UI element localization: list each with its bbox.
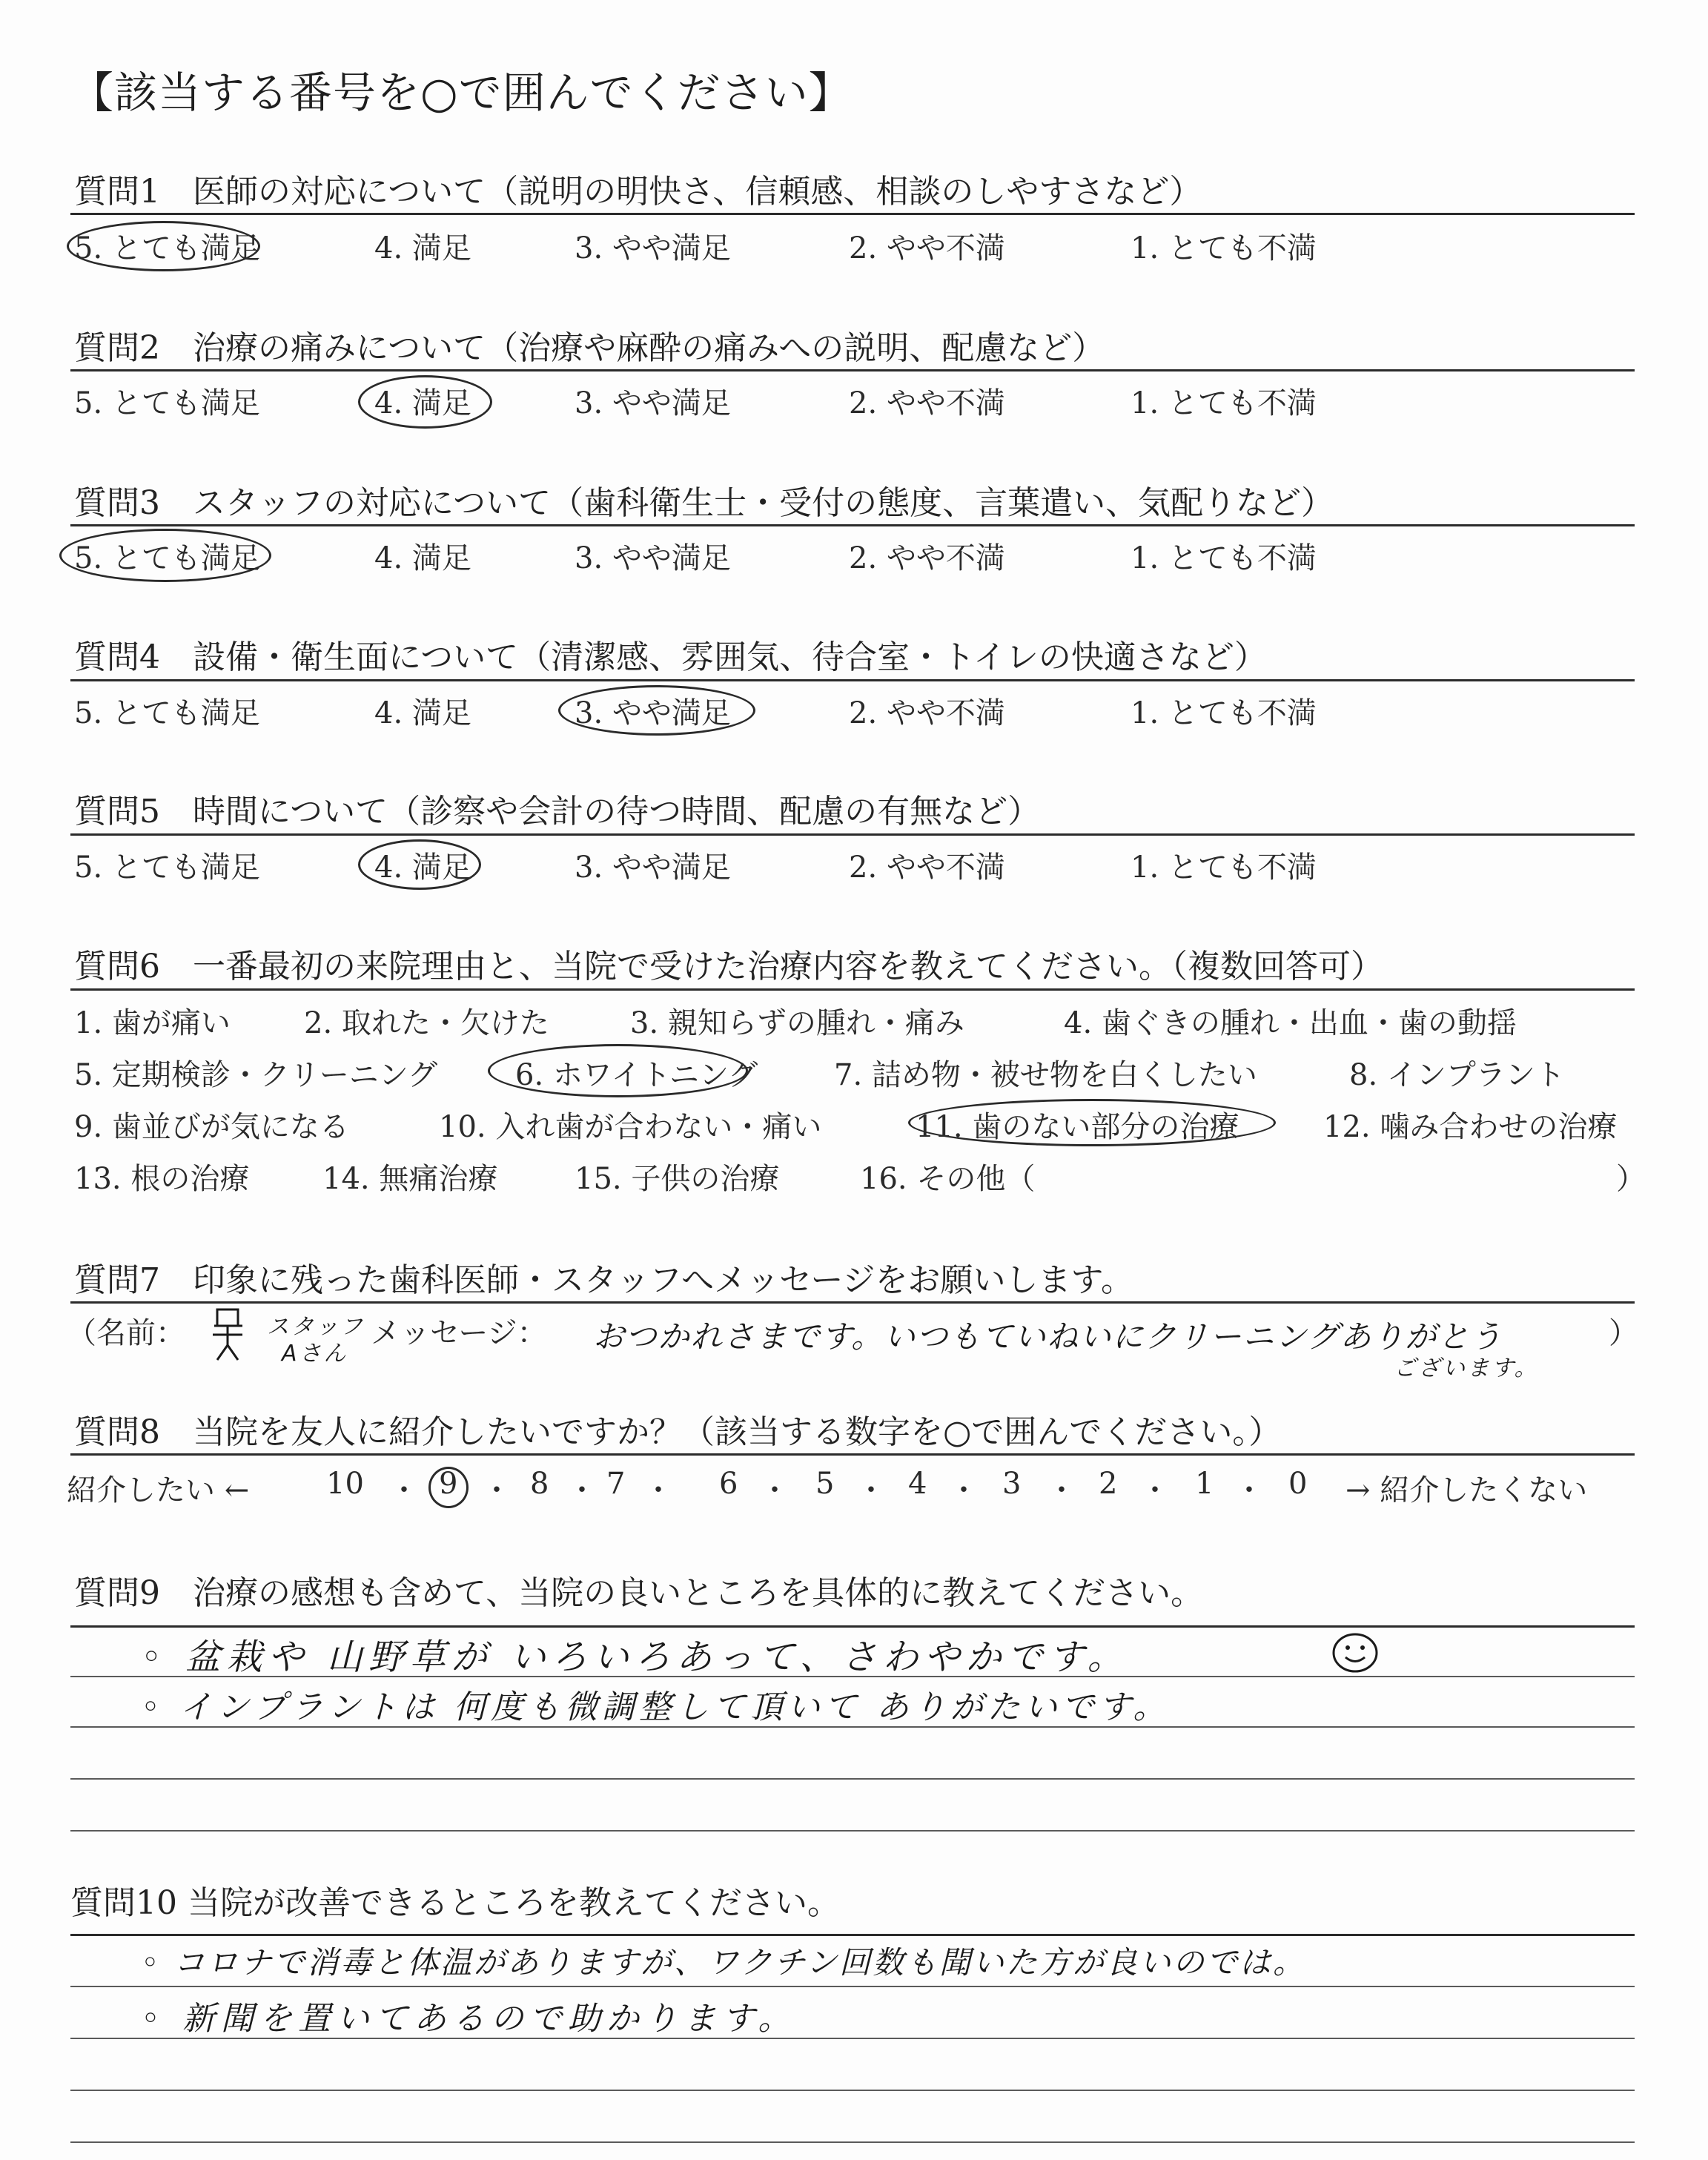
q2-rule xyxy=(70,369,1635,371)
q1-option-5[interactable]: 5. とても満足 xyxy=(74,231,260,265)
q8-separator: ・ xyxy=(949,1473,979,1507)
q8-separator: ・ xyxy=(1234,1473,1264,1507)
q5-title: 質問5 時間について（診察や会計の待つ時間、配慮の有無など） xyxy=(74,793,1041,830)
q2-option-3[interactable]: 3. やや満足 xyxy=(575,386,731,420)
q1-option-4[interactable]: 4. 満足 xyxy=(374,231,471,265)
q4-option-5[interactable]: 5. とても満足 xyxy=(74,696,260,730)
smiley-icon xyxy=(1331,1631,1380,1674)
q7-name-label: （名前： xyxy=(67,1316,185,1350)
q10-title: 質問10 当院が改善できるところを教えてください。 xyxy=(70,1884,840,1922)
q8-scale-6[interactable]: 6 xyxy=(719,1467,738,1501)
q8-separator: ・ xyxy=(389,1473,419,1507)
q1-option-1[interactable]: 1. とても不満 xyxy=(1131,231,1317,265)
q7-name-staff: スタッフ xyxy=(267,1314,365,1340)
q8-title: 質問8 当院を友人に紹介したいですか？（該当する数字を○で囲んでください。） xyxy=(74,1413,1282,1451)
q9-answer-line-2: ◦ インプラントは 何度も微調整して頂いて ありがたいです。 xyxy=(141,1688,1171,1726)
q6-option-11[interactable]: 11. 歯のない部分の治療 xyxy=(916,1110,1239,1144)
q5-option-1[interactable]: 1. とても不満 xyxy=(1131,851,1317,885)
q8-left-label: 紹介したい ← xyxy=(67,1473,250,1507)
q5-rule xyxy=(70,833,1635,836)
q7-close-paren: ） xyxy=(1609,1316,1638,1350)
q9-rule-4 xyxy=(70,1778,1635,1780)
q2-option-5[interactable]: 5. とても満足 xyxy=(74,386,260,420)
q4-option-1[interactable]: 1. とても不満 xyxy=(1131,696,1317,730)
q8-scale-10[interactable]: 10 xyxy=(326,1467,364,1501)
q8-separator: ・ xyxy=(567,1473,597,1507)
q3-option-1[interactable]: 1. とても不満 xyxy=(1131,541,1317,575)
q8-rule xyxy=(70,1453,1635,1456)
q6-other-close-paren: ） xyxy=(1616,1162,1646,1196)
q7-message-line-2: ございます。 xyxy=(1394,1355,1539,1381)
q3-option-3[interactable]: 3. やや満足 xyxy=(575,541,731,575)
q7-name-value: Aさん xyxy=(282,1341,348,1367)
q4-option-3[interactable]: 3. やや満足 xyxy=(575,696,731,730)
q1-rule xyxy=(70,213,1635,215)
q6-option-13[interactable]: 13. 根の治療 xyxy=(74,1162,250,1196)
q7-rule xyxy=(70,1301,1635,1304)
q8-separator: ・ xyxy=(1047,1473,1076,1507)
q6-option-1[interactable]: 1. 歯が痛い xyxy=(74,1006,231,1040)
q2-title: 質問2 治療の痛みについて（治療や麻酔の痛みへの説明、配慮など） xyxy=(74,329,1105,367)
q2-option-4[interactable]: 4. 満足 xyxy=(374,386,471,420)
q8-separator: ・ xyxy=(1140,1473,1170,1507)
q10-rule-1 xyxy=(70,1934,1635,1936)
page-title: 【該当する番号を○で囲んでください】 xyxy=(70,67,853,118)
q1-option-2[interactable]: 2. やや不満 xyxy=(849,231,1005,265)
q6-rule xyxy=(70,988,1635,991)
q1-option-3[interactable]: 3. やや満足 xyxy=(575,231,731,265)
q4-title: 質問4 設備・衛生面について（清潔感、雰囲気、待合室・トイレの快適さなど） xyxy=(74,638,1267,676)
q7-message-line-1: おつかれさまです。いつもていねいにクリーニングありがとう xyxy=(593,1318,1503,1355)
q9-rule-1 xyxy=(70,1625,1635,1628)
q6-option-8[interactable]: 8. インプラント xyxy=(1349,1058,1565,1092)
q6-option-10[interactable]: 10. 入れ歯が合わない・痛い xyxy=(439,1110,822,1144)
q8-separator: ・ xyxy=(760,1473,790,1507)
q8-scale-5[interactable]: 5 xyxy=(815,1467,835,1501)
q10-rule-4 xyxy=(70,2090,1635,2091)
q6-option-7[interactable]: 7. 詰め物・被せ物を白くしたい xyxy=(834,1058,1257,1092)
q10-rule-2 xyxy=(70,1986,1635,1987)
q3-title: 質問3 スタッフの対応について（歯科衛生士・受付の態度、言葉遣い、気配りなど） xyxy=(74,484,1334,522)
q6-option-5[interactable]: 5. 定期検診・クリーニング xyxy=(74,1058,438,1092)
q7-message-label: メッセージ： xyxy=(371,1316,547,1350)
q9-title: 質問9 治療の感想も含めて、当院の良いところを具体的に教えてください。 xyxy=(74,1574,1204,1612)
q7-title: 質問7 印象に残った歯科医師・スタッフへメッセージをお願いします。 xyxy=(74,1261,1133,1299)
q6-option-15[interactable]: 15. 子供の治療 xyxy=(575,1162,780,1196)
q8-scale-7[interactable]: 7 xyxy=(606,1467,626,1501)
q8-scale-2[interactable]: 2 xyxy=(1099,1467,1118,1501)
q8-scale-9[interactable]: 9 xyxy=(439,1467,458,1501)
q8-separator: ・ xyxy=(856,1473,886,1507)
q6-option-2[interactable]: 2. 取れた・欠けた xyxy=(304,1006,549,1040)
q8-scale-0[interactable]: 0 xyxy=(1288,1467,1308,1501)
q9-rule-5 xyxy=(70,1830,1635,1832)
q1-title: 質問1 医師の対応について（説明の明快さ、信頼感、相談のしやすさなど） xyxy=(74,173,1202,211)
q4-option-2[interactable]: 2. やや不満 xyxy=(849,696,1005,730)
q4-option-4[interactable]: 4. 満足 xyxy=(374,696,471,730)
q8-scale-8[interactable]: 8 xyxy=(530,1467,549,1501)
q8-scale-4[interactable]: 4 xyxy=(908,1467,927,1501)
q2-option-1[interactable]: 1. とても不満 xyxy=(1131,386,1317,420)
q8-separator: ・ xyxy=(482,1473,512,1507)
q8-scale-1[interactable]: 1 xyxy=(1195,1467,1214,1501)
q6-option-4[interactable]: 4. 歯ぐきの腫れ・出血・歯の動揺 xyxy=(1064,1006,1517,1040)
stick-figure-icon xyxy=(210,1307,247,1366)
q3-rule xyxy=(70,524,1635,526)
q9-answer-line-1: ◦ 盆栽や 山野草が いろいろあって、さわやかです。 xyxy=(141,1636,1129,1678)
q5-option-2[interactable]: 2. やや不満 xyxy=(849,851,1005,885)
q5-option-4[interactable]: 4. 満足 xyxy=(374,851,471,885)
q3-option-2[interactable]: 2. やや不満 xyxy=(849,541,1005,575)
q10-answer-line-2: ◦ 新聞を置いてあるので助かります。 xyxy=(141,2000,797,2038)
q6-option-3[interactable]: 3. 親知らずの腫れ・痛み xyxy=(630,1006,964,1040)
q6-option-14[interactable]: 14. 無痛治療 xyxy=(322,1162,498,1196)
q5-option-5[interactable]: 5. とても満足 xyxy=(74,851,260,885)
q2-option-2[interactable]: 2. やや不満 xyxy=(849,386,1005,420)
q8-scale-3[interactable]: 3 xyxy=(1002,1467,1022,1501)
q4-rule xyxy=(70,679,1635,681)
q6-option-16[interactable]: 16. その他（ xyxy=(860,1162,1036,1196)
q10-rule-5 xyxy=(70,2141,1635,2143)
q10-answer-line-1: ◦ コロナで消毒と体温がありますが、ワクチン回数も聞いた方が良いのでは。 xyxy=(141,1944,1307,1981)
q6-option-6[interactable]: 6. ホワイトニング xyxy=(515,1058,758,1092)
q6-option-12[interactable]: 12. 噛み合わせの治療 xyxy=(1323,1110,1618,1144)
q3-option-5[interactable]: 5. とても満足 xyxy=(74,541,260,575)
q5-option-3[interactable]: 3. やや満足 xyxy=(575,851,731,885)
q8-separator: ・ xyxy=(643,1473,673,1507)
q3-option-4[interactable]: 4. 満足 xyxy=(374,541,471,575)
q6-option-9[interactable]: 9. 歯並びが気になる xyxy=(74,1110,349,1144)
q8-right-label: → 紹介したくない xyxy=(1345,1473,1588,1507)
q6-title: 質問6 一番最初の来院理由と、当院で受けた治療内容を教えてください。（複数回答可） xyxy=(74,948,1383,985)
